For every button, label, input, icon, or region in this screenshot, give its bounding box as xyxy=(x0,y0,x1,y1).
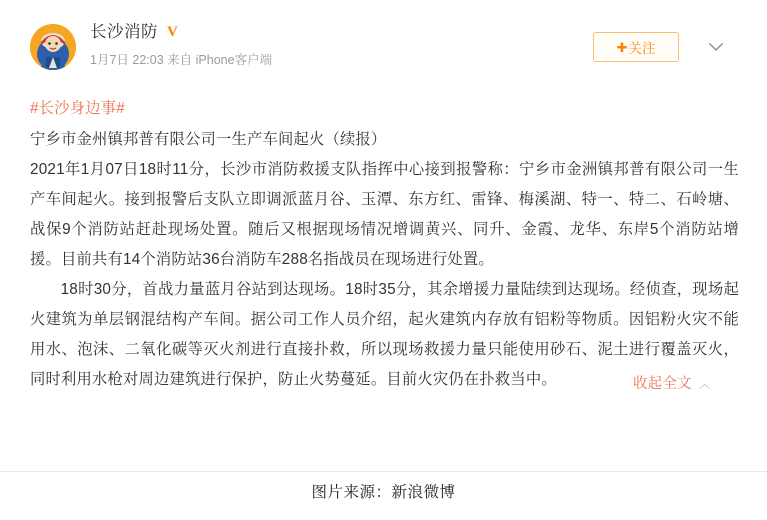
post-title: 宁乡市金州镇邦普有限公司一生产车间起火（续报） xyxy=(30,131,387,148)
post-client[interactable]: iPhone客户端 xyxy=(195,52,273,67)
follow-button[interactable] xyxy=(593,32,679,62)
post-source-prefix: 来自 xyxy=(167,52,193,67)
topic-link[interactable]: #长沙身边事# xyxy=(30,100,125,117)
author-name[interactable]: 长沙消防 xyxy=(90,23,158,41)
chevron-down-icon[interactable] xyxy=(707,38,725,56)
post-paragraph-2-wrapper xyxy=(30,275,739,395)
image-source-caption: 图片来源：新浪微博 xyxy=(311,484,456,501)
avatar[interactable] xyxy=(30,24,76,70)
chevron-up-icon: ︿ xyxy=(698,376,711,391)
verified-badge-icon: V xyxy=(167,23,178,40)
post-header xyxy=(30,22,739,78)
plus-icon: ✚ xyxy=(616,39,628,55)
follow-button-label: 关注 xyxy=(628,41,656,56)
collapse-text-label: 收起全文 xyxy=(632,375,692,392)
post-paragraph-1: 2021年1月07日18时11分，长沙市消防救援支队指挥中心接到报警称：宁乡市金洲镇邦普有限公司一生产车间起火。接到报警后支队立即调派蓝月谷、玉潭、东方红、雷锋、梅溪湖、特一、特二、石岭塘、战保9个消防站赶赴现场处置。随后又根据现场情况增调黄兴、同升、金霞、龙华、东岸5个消防站增援。目前共有14个消防站36台消防车288名指战员在现场进行处置。 xyxy=(30,161,739,268)
post-body xyxy=(30,94,739,395)
collapse-text-button[interactable] xyxy=(633,377,711,392)
post-timestamp[interactable]: 1月7日 22:03 xyxy=(90,52,164,67)
post-paragraph-2: 18时30分，首战力量蓝月谷站到达现场。18时35分，其余增援力量陆续到达现场。经侦查，现场起火建筑为单层钢混结构产车间。据公司工作人员介绍，起火建筑内存放有铝粉等物质。因铝粉火灾不能用水、泡沫、二氧化碳等灭火剂进行直接扑救，所以现场救援力量只能使用砂石、泥土进行覆盖灭火，同时利用水枪对周边建筑进行保护，防止火势蔓延。目前火灾仍在扑救当中。 xyxy=(30,281,739,388)
